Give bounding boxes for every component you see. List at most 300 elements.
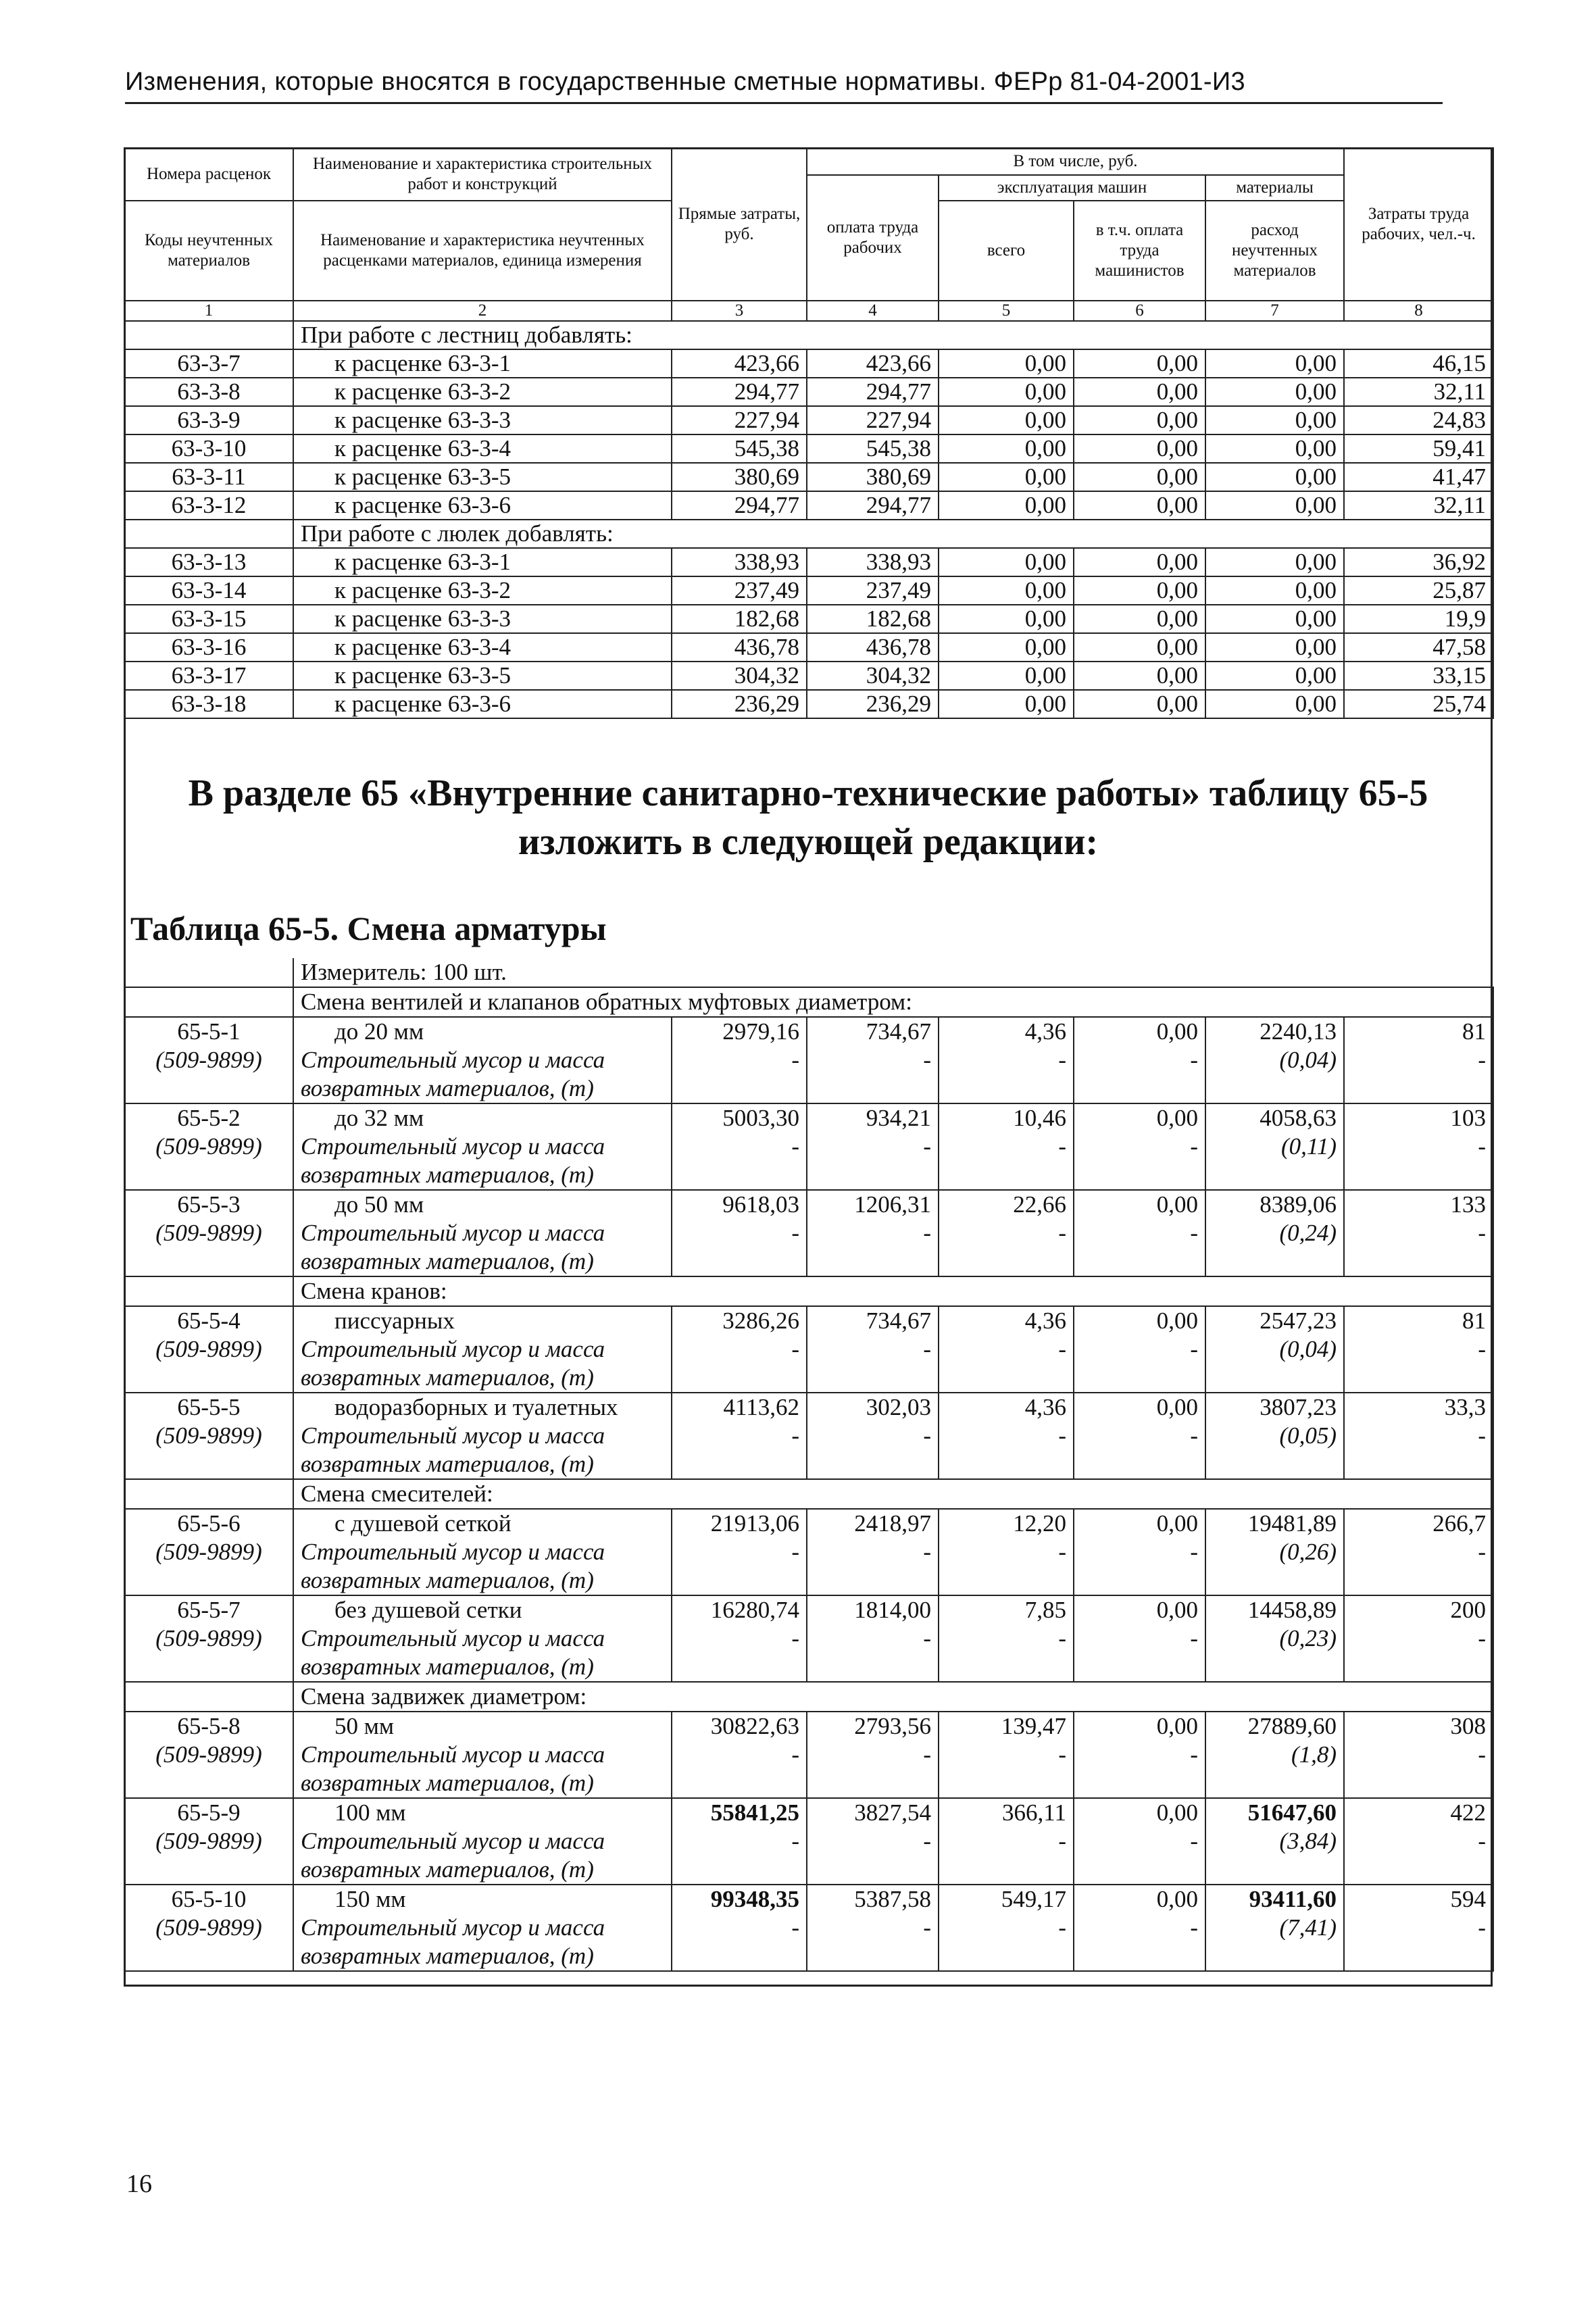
material-row xyxy=(124,1335,1493,1364)
rate-value: 0,00 xyxy=(1074,548,1205,576)
rate-code: 63-3-7 xyxy=(124,349,293,378)
direct-cost: 4113,62 xyxy=(672,1393,807,1422)
dash-cell: - xyxy=(939,1827,1074,1856)
dash-cell: - xyxy=(1344,1422,1493,1450)
empty-cell xyxy=(939,1653,1074,1682)
rate-name: к расценке 63-3-4 xyxy=(293,633,672,662)
material-row xyxy=(124,1046,1493,1074)
unit-label: Измеритель: 100 шт. xyxy=(293,958,1493,987)
material-name: Строительный мусор и масса xyxy=(293,1046,672,1074)
dash-cell: - xyxy=(672,1538,807,1566)
empty-cell xyxy=(124,321,293,349)
dash-cell: - xyxy=(672,1827,807,1856)
empty-cell xyxy=(124,987,293,1017)
material-name-cont: возвратных материалов, (т) xyxy=(293,1856,672,1885)
col2-top-header: Наименование и характеристика строительных работ и конструкций xyxy=(293,148,672,201)
dash-cell: - xyxy=(807,1827,939,1856)
operator-cost: 0,00 xyxy=(1074,1190,1205,1219)
rate-value: 0,00 xyxy=(939,406,1074,434)
empty-cell xyxy=(672,1364,807,1393)
material-code: (509-9899) xyxy=(124,1827,293,1856)
labor-hours: 81 xyxy=(1344,1306,1493,1335)
section-heading-line-2: изложить в следующей редакции: xyxy=(518,821,1099,863)
rate-name: без душевой сетки xyxy=(293,1595,672,1624)
rate-value: 0,00 xyxy=(1074,690,1205,718)
dash-cell: - xyxy=(807,1335,939,1364)
empty-cell xyxy=(807,1247,939,1276)
dash-cell: - xyxy=(1344,1046,1493,1074)
column-number: 1 xyxy=(124,301,293,321)
machine-cost: 7,85 xyxy=(939,1595,1074,1624)
empty-cell xyxy=(807,1364,939,1393)
dash-cell: - xyxy=(1344,1624,1493,1653)
dash-cell: - xyxy=(672,1422,807,1450)
rate-code: 63-3-18 xyxy=(124,690,293,718)
rate-value: 423,66 xyxy=(807,349,939,378)
operator-cost: 0,00 xyxy=(1074,1712,1205,1741)
empty-cell xyxy=(939,1247,1074,1276)
column-number: 6 xyxy=(1074,301,1205,321)
material-code: (509-9899) xyxy=(124,1624,293,1653)
rate-code: 65-5-1 xyxy=(124,1017,293,1046)
empty-cell xyxy=(672,1450,807,1479)
material-row-cont xyxy=(124,1247,1493,1276)
labor-hours: 308 xyxy=(1344,1712,1493,1741)
dash-cell: - xyxy=(807,1741,939,1769)
material-quantity: (3,84) xyxy=(1205,1827,1344,1856)
empty-cell xyxy=(124,1653,293,1682)
material-quantity: (0,05) xyxy=(1205,1422,1344,1450)
labor-hours: 594 xyxy=(1344,1885,1493,1914)
empty-cell xyxy=(807,1769,939,1798)
rate-value: 236,29 xyxy=(672,690,807,718)
material-quantity: (0,26) xyxy=(1205,1538,1344,1566)
rate-value: 0,00 xyxy=(1205,662,1344,690)
rate-code: 65-5-9 xyxy=(124,1798,293,1827)
materials-cost: 2547,23 xyxy=(1205,1306,1344,1335)
material-name-cont: возвратных материалов, (т) xyxy=(293,1566,672,1595)
rate-value: 0,00 xyxy=(1074,406,1205,434)
labor-cost: 5387,58 xyxy=(807,1885,939,1914)
operator-cost: 0,00 xyxy=(1074,1885,1205,1914)
empty-cell xyxy=(1344,1566,1493,1595)
dash-cell: - xyxy=(1074,1538,1205,1566)
table-row xyxy=(124,1798,1493,1827)
material-row-cont xyxy=(124,1856,1493,1885)
dash-cell: - xyxy=(807,1624,939,1653)
dash-cell: - xyxy=(672,1219,807,1247)
dash-cell: - xyxy=(1074,1827,1205,1856)
rate-value: 0,00 xyxy=(1074,378,1205,406)
labor-cost: 734,67 xyxy=(807,1306,939,1335)
rate-value: 0,00 xyxy=(1205,548,1344,576)
direct-cost: 3286,26 xyxy=(672,1306,807,1335)
dash-cell: - xyxy=(1344,1538,1493,1566)
direct-cost: 9618,03 xyxy=(672,1190,807,1219)
group-title: Смена вентилей и клапанов обратных муфтовых диаметром: xyxy=(293,987,1493,1017)
empty-cell xyxy=(1344,1161,1493,1190)
table-row xyxy=(124,1306,1493,1335)
group-title: При работе с лестниц добавлять: xyxy=(293,321,1493,349)
empty-cell xyxy=(939,1161,1074,1190)
material-quantity: (0,04) xyxy=(1205,1335,1344,1364)
dash-cell: - xyxy=(807,1422,939,1450)
empty-cell xyxy=(672,1247,807,1276)
empty-cell xyxy=(1344,1769,1493,1798)
rate-code: 63-3-12 xyxy=(124,491,293,520)
col4-header: оплата труда рабочих xyxy=(807,175,939,301)
rate-value: 436,78 xyxy=(807,633,939,662)
empty-cell xyxy=(1074,1942,1205,1971)
rate-value: 25,87 xyxy=(1344,576,1493,605)
rate-code: 65-5-8 xyxy=(124,1712,293,1741)
rate-value: 0,00 xyxy=(939,662,1074,690)
material-code: (509-9899) xyxy=(124,1132,293,1161)
empty-cell xyxy=(939,1942,1074,1971)
empty-cell xyxy=(1074,1074,1205,1103)
material-row-cont xyxy=(124,1074,1493,1103)
unit-row xyxy=(124,958,1493,987)
rate-code: 65-5-10 xyxy=(124,1885,293,1914)
empty-cell xyxy=(124,1942,293,1971)
empty-cell xyxy=(124,1276,293,1306)
empty-cell xyxy=(124,958,293,987)
rate-value: 237,49 xyxy=(807,576,939,605)
material-name: Строительный мусор и масса xyxy=(293,1219,672,1247)
material-name-cont: возвратных материалов, (т) xyxy=(293,1247,672,1276)
empty-cell xyxy=(672,1856,807,1885)
material-row xyxy=(124,1827,1493,1856)
empty-cell xyxy=(124,1566,293,1595)
column-number: 8 xyxy=(1344,301,1493,321)
labor-cost: 1206,31 xyxy=(807,1190,939,1219)
dash-cell: - xyxy=(939,1624,1074,1653)
running-header: Изменения, которые вносятся в государственные сметные нормативы. ФЕРр 81-04-2001-И3 xyxy=(125,68,1443,104)
rate-value: 294,77 xyxy=(672,378,807,406)
rate-value: 0,00 xyxy=(939,463,1074,491)
table-row xyxy=(124,406,1493,434)
direct-cost: 55841,25 xyxy=(672,1798,807,1827)
material-name-cont: возвратных материалов, (т) xyxy=(293,1653,672,1682)
empty-cell xyxy=(672,1769,807,1798)
material-code: (509-9899) xyxy=(124,1335,293,1364)
empty-cell xyxy=(807,1566,939,1595)
materials-cost: 3807,23 xyxy=(1205,1393,1344,1422)
rate-value: 0,00 xyxy=(939,548,1074,576)
machine-cost: 366,11 xyxy=(939,1798,1074,1827)
table-row xyxy=(124,491,1493,520)
rate-value: 338,93 xyxy=(672,548,807,576)
materials-cost: 93411,60 xyxy=(1205,1885,1344,1914)
empty-cell xyxy=(807,1856,939,1885)
material-code: (509-9899) xyxy=(124,1422,293,1450)
table-row xyxy=(124,576,1493,605)
rate-value: 423,66 xyxy=(672,349,807,378)
rate-value: 0,00 xyxy=(1074,576,1205,605)
rate-code: 65-5-4 xyxy=(124,1306,293,1335)
direct-cost: 30822,63 xyxy=(672,1712,807,1741)
rate-value: 380,69 xyxy=(672,463,807,491)
rate-value: 0,00 xyxy=(1205,434,1344,463)
table-row xyxy=(124,690,1493,718)
rate-code: 63-3-14 xyxy=(124,576,293,605)
group-title-row xyxy=(124,1682,1493,1712)
rate-value: 0,00 xyxy=(1205,378,1344,406)
rate-code: 63-3-13 xyxy=(124,548,293,576)
empty-cell xyxy=(672,1566,807,1595)
col2-bottom-header: Наименование и характеристика неучтенных расценками материалов, единица измерения xyxy=(293,201,672,301)
materials-cost: 4058,63 xyxy=(1205,1103,1344,1132)
empty-cell xyxy=(1074,1856,1205,1885)
table-row xyxy=(124,1712,1493,1741)
table-row xyxy=(124,463,1493,491)
operator-cost: 0,00 xyxy=(1074,1509,1205,1538)
rate-value: 0,00 xyxy=(939,491,1074,520)
material-row-cont xyxy=(124,1769,1493,1798)
material-name: Строительный мусор и масса xyxy=(293,1422,672,1450)
labor-cost: 302,03 xyxy=(807,1393,939,1422)
dash-cell: - xyxy=(939,1422,1074,1450)
dash-cell: - xyxy=(672,1624,807,1653)
rate-value: 0,00 xyxy=(1205,491,1344,520)
material-row xyxy=(124,1914,1493,1942)
rate-code: 63-3-15 xyxy=(124,605,293,633)
rate-code: 65-5-3 xyxy=(124,1190,293,1219)
material-row xyxy=(124,1422,1493,1450)
rate-value: 294,77 xyxy=(672,491,807,520)
rate-value: 33,15 xyxy=(1344,662,1493,690)
rate-value: 0,00 xyxy=(1074,434,1205,463)
rate-code: 63-3-9 xyxy=(124,406,293,434)
table-row xyxy=(124,1885,1493,1914)
machine-cost: 10,46 xyxy=(939,1103,1074,1132)
rate-value: 0,00 xyxy=(1205,406,1344,434)
material-name: Строительный мусор и масса xyxy=(293,1132,672,1161)
empty-cell xyxy=(1205,1074,1344,1103)
group-title-row xyxy=(124,520,1493,548)
rate-name: к расценке 63-3-6 xyxy=(293,491,672,520)
column-number: 4 xyxy=(807,301,939,321)
table-row xyxy=(124,605,1493,633)
material-name-cont: возвратных материалов, (т) xyxy=(293,1769,672,1798)
labor-hours: 33,3 xyxy=(1344,1393,1493,1422)
labor-hours: 103 xyxy=(1344,1103,1493,1132)
rate-value: 0,00 xyxy=(939,633,1074,662)
rate-value: 25,74 xyxy=(1344,690,1493,718)
dash-cell: - xyxy=(1344,1914,1493,1942)
table-row xyxy=(124,633,1493,662)
empty-cell xyxy=(807,1450,939,1479)
rate-code: 65-5-2 xyxy=(124,1103,293,1132)
material-code: (509-9899) xyxy=(124,1219,293,1247)
table-title: Таблица 65-5. Смена арматуры xyxy=(130,910,607,947)
group-title-row xyxy=(124,321,1493,349)
empty-cell xyxy=(1074,1653,1205,1682)
group-title: Смена задвижек диаметром: xyxy=(293,1682,1493,1712)
dash-cell: - xyxy=(1074,1046,1205,1074)
materials-cost: 19481,89 xyxy=(1205,1509,1344,1538)
material-row xyxy=(124,1219,1493,1247)
empty-cell xyxy=(1205,1653,1344,1682)
dash-cell: - xyxy=(939,1335,1074,1364)
empty-cell xyxy=(672,1074,807,1103)
dash-cell: - xyxy=(1344,1827,1493,1856)
material-code: (509-9899) xyxy=(124,1741,293,1769)
machine-cost: 12,20 xyxy=(939,1509,1074,1538)
rate-name: 150 мм xyxy=(293,1885,672,1914)
rate-value: 294,77 xyxy=(807,491,939,520)
empty-cell xyxy=(124,1364,293,1393)
dash-cell: - xyxy=(1074,1741,1205,1769)
empty-cell xyxy=(939,1364,1074,1393)
rate-value: 545,38 xyxy=(807,434,939,463)
table-row xyxy=(124,434,1493,463)
labor-cost: 2793,56 xyxy=(807,1712,939,1741)
empty-cell xyxy=(807,1942,939,1971)
rate-value: 41,47 xyxy=(1344,463,1493,491)
col8-header: Затраты труда рабочих, чел.-ч. xyxy=(1344,148,1493,301)
dash-cell: - xyxy=(807,1219,939,1247)
labor-hours: 266,7 xyxy=(1344,1509,1493,1538)
rate-value: 32,11 xyxy=(1344,378,1493,406)
rate-value: 0,00 xyxy=(1074,605,1205,633)
rate-name: 100 мм xyxy=(293,1798,672,1827)
dash-cell: - xyxy=(807,1132,939,1161)
empty-cell xyxy=(124,1769,293,1798)
col1-top-header: Номера расценок xyxy=(124,148,293,201)
group-title-row xyxy=(124,987,1493,1017)
empty-cell xyxy=(1205,1856,1344,1885)
rate-name: к расценке 63-3-3 xyxy=(293,605,672,633)
rates-table-65-5 xyxy=(124,958,1494,1972)
dash-cell: - xyxy=(939,1046,1074,1074)
machines-header: эксплуатация машин xyxy=(939,175,1205,201)
material-row-cont xyxy=(124,1161,1493,1190)
section-heading xyxy=(124,769,1493,866)
rate-code: 63-3-11 xyxy=(124,463,293,491)
col3-header: Прямые затраты, руб. xyxy=(672,148,807,301)
empty-cell xyxy=(124,1479,293,1509)
material-row xyxy=(124,1538,1493,1566)
empty-cell xyxy=(939,1566,1074,1595)
empty-cell xyxy=(124,520,293,548)
dash-cell: - xyxy=(1074,1219,1205,1247)
col6-header: в т.ч. оплата труда машинистов xyxy=(1074,201,1205,301)
rate-code: 63-3-17 xyxy=(124,662,293,690)
empty-cell xyxy=(1205,1769,1344,1798)
rate-name: с душевой сеткой xyxy=(293,1509,672,1538)
machine-cost: 4,36 xyxy=(939,1306,1074,1335)
rate-value: 227,94 xyxy=(807,406,939,434)
labor-hours: 81 xyxy=(1344,1017,1493,1046)
material-row-cont xyxy=(124,1653,1493,1682)
rate-name: к расценке 63-3-2 xyxy=(293,378,672,406)
dash-cell: - xyxy=(672,1741,807,1769)
rate-name: 50 мм xyxy=(293,1712,672,1741)
labor-hours: 422 xyxy=(1344,1798,1493,1827)
material-name-cont: возвратных материалов, (т) xyxy=(293,1364,672,1393)
empty-cell xyxy=(1074,1769,1205,1798)
operator-cost: 0,00 xyxy=(1074,1017,1205,1046)
rate-value: 304,32 xyxy=(672,662,807,690)
rates-table-63 xyxy=(124,147,1494,719)
machine-cost: 139,47 xyxy=(939,1712,1074,1741)
direct-cost: 16280,74 xyxy=(672,1595,807,1624)
rate-value: 236,29 xyxy=(807,690,939,718)
labor-cost: 3827,54 xyxy=(807,1798,939,1827)
rate-code: 65-5-6 xyxy=(124,1509,293,1538)
rate-name: к расценке 63-3-5 xyxy=(293,463,672,491)
empty-cell xyxy=(124,1450,293,1479)
material-quantity: (7,41) xyxy=(1205,1914,1344,1942)
rate-value: 59,41 xyxy=(1344,434,1493,463)
labor-hours: 200 xyxy=(1344,1595,1493,1624)
rate-value: 338,93 xyxy=(807,548,939,576)
rate-name: до 32 мм xyxy=(293,1103,672,1132)
table-row xyxy=(124,378,1493,406)
rate-value: 294,77 xyxy=(807,378,939,406)
material-name: Строительный мусор и масса xyxy=(293,1914,672,1942)
dash-cell: - xyxy=(1074,1624,1205,1653)
materials-header: материалы xyxy=(1205,175,1344,201)
rate-name: к расценке 63-3-3 xyxy=(293,406,672,434)
dash-cell: - xyxy=(1344,1741,1493,1769)
material-quantity: (0,11) xyxy=(1205,1132,1344,1161)
rate-value: 0,00 xyxy=(1074,662,1205,690)
empty-cell xyxy=(939,1769,1074,1798)
material-code: (509-9899) xyxy=(124,1914,293,1942)
empty-cell xyxy=(124,1161,293,1190)
rate-value: 380,69 xyxy=(807,463,939,491)
empty-cell xyxy=(807,1161,939,1190)
empty-cell xyxy=(1344,1247,1493,1276)
empty-cell xyxy=(672,1942,807,1971)
rate-name: водоразборных и туалетных xyxy=(293,1393,672,1422)
material-name-cont: возвратных материалов, (т) xyxy=(293,1074,672,1103)
operator-cost: 0,00 xyxy=(1074,1798,1205,1827)
empty-cell xyxy=(1344,1856,1493,1885)
dash-cell: - xyxy=(1344,1132,1493,1161)
rate-value: 227,94 xyxy=(672,406,807,434)
dash-cell: - xyxy=(1074,1914,1205,1942)
empty-cell xyxy=(124,1856,293,1885)
column-number: 7 xyxy=(1205,301,1344,321)
operator-cost: 0,00 xyxy=(1074,1103,1205,1132)
machine-cost: 4,36 xyxy=(939,1017,1074,1046)
direct-cost: 5003,30 xyxy=(672,1103,807,1132)
rate-value: 0,00 xyxy=(1205,605,1344,633)
empty-cell xyxy=(1344,1450,1493,1479)
empty-cell xyxy=(1205,1364,1344,1393)
labor-cost: 934,21 xyxy=(807,1103,939,1132)
labor-cost: 734,67 xyxy=(807,1017,939,1046)
material-name-cont: возвратных материалов, (т) xyxy=(293,1450,672,1479)
material-row xyxy=(124,1624,1493,1653)
material-name: Строительный мусор и масса xyxy=(293,1624,672,1653)
rate-value: 36,92 xyxy=(1344,548,1493,576)
dash-cell: - xyxy=(1344,1335,1493,1364)
rate-value: 0,00 xyxy=(1205,576,1344,605)
operator-cost: 0,00 xyxy=(1074,1306,1205,1335)
empty-cell xyxy=(672,1653,807,1682)
dash-cell: - xyxy=(1344,1219,1493,1247)
dash-cell: - xyxy=(939,1538,1074,1566)
empty-cell xyxy=(1205,1161,1344,1190)
material-name-cont: возвратных материалов, (т) xyxy=(293,1942,672,1971)
empty-cell xyxy=(1344,1942,1493,1971)
rate-code: 65-5-5 xyxy=(124,1393,293,1422)
material-quantity: (0,04) xyxy=(1205,1046,1344,1074)
